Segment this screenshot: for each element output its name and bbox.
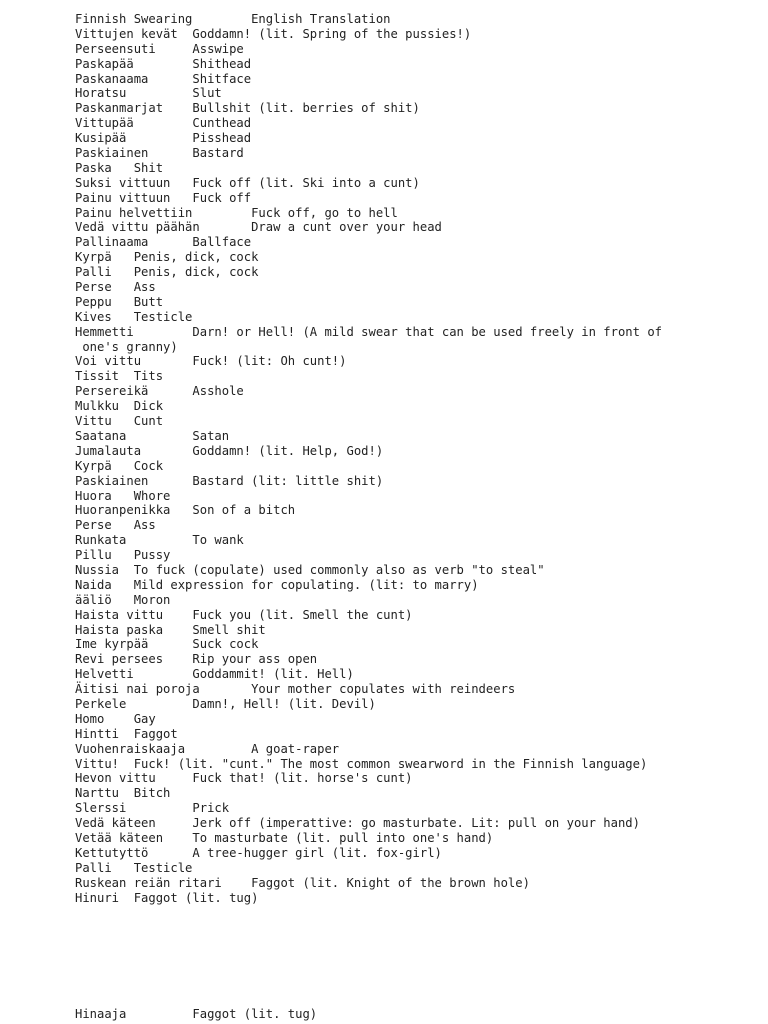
text-line: Palli Testicle [75,860,193,875]
text-line: Kives Testicle [75,309,193,324]
text-line: Finnish Swearing English Translation [75,12,391,26]
text-line: Peppu Butt [75,294,164,309]
text-line: Perseensuti Asswipe [75,41,244,56]
text-line: Pillu Pussy [75,548,171,563]
text-line: Hintti Faggot [75,726,178,741]
text-line: Persereikä Asshole [75,384,244,399]
text-line: Kyrpä Cock [75,458,164,473]
text-line: Vedä käteen Jerk off (imperattive: go masturbate. Lit: pull on your hand) [75,816,640,831]
text-line: Paskanmarjat Bullshit (lit. berries of shit) [75,101,420,116]
text-line: Paskanaama Shitface [75,71,252,86]
text-line: Pallinaama Ballface [75,235,252,250]
text-line: Painu vittuun Fuck off [75,190,252,205]
text-line: Huora Whore [75,488,171,503]
text-line: Vuohenraiskaaja A goat-raper [75,741,340,756]
text-line: one's granny) [75,339,178,354]
text-line: Paska Shit [75,160,164,175]
text-line: Vittujen kevät Goddamn! (lit. Spring of the pussies!) [75,26,472,41]
text-line: Äitisi nai poroja Your mother copulates with reindeers [75,682,516,697]
text-line: ääliö Moron [75,592,171,607]
swearword-list [75,12,755,905]
text-line: Perse Ass [75,280,156,295]
text-line: Tissit Tits [75,369,164,384]
text-line: Horatsu Slut [75,86,222,101]
text-line: Haista paska Smell shit [75,622,266,637]
text-line: Jumalauta Goddamn! (lit. Help, God!) [75,443,384,458]
text-line: Vetää käteen To masturbate (lit. pull into one's hand) [75,830,494,845]
text-line: Nussia To fuck (copulate) used commonly also as verb "to steal" [75,562,545,577]
text-line: Paskapää Shithead [75,56,252,71]
text-line: Haista vittu Fuck you (lit. Smell the cunt) [75,607,413,622]
text-line: Kusipää Pisshead [75,131,252,146]
text-line: Vedä vittu päähän Draw a cunt over your head [75,220,442,235]
text-line: Helvetti Goddammit! (lit. Hell) [75,667,354,682]
text-line: Ruskean reiän ritari Faggot (lit. Knight of the brown hole) [75,875,530,890]
text-line: Hemmetti Darn! or Hell! (A mild swear that can be used freely in front of [75,324,662,339]
text-line: Painu helvettiin Fuck off, go to hell [75,205,398,220]
text-line: Vittu! Fuck! (lit. "cunt." The most common swearword in the Finnish language) [75,756,648,771]
text-line: Hevon vittu Fuck that! (lit. horse's cunt) [75,771,413,786]
text-line: Hinuri Faggot (lit. tug) [75,890,259,905]
text-line: Ime kyrpää Suck cock [75,637,259,652]
text-line: Palli Penis, dick, cock [75,265,259,280]
text-line: Naida Mild expression for copulating. (lit: to marry) [75,577,479,592]
text-line: Homo Gay [75,711,156,726]
text-line: Voi vittu Fuck! (lit: Oh cunt!) [75,354,347,369]
text-line: Kettutyttö A tree-hugger girl (lit. fox-girl) [75,845,442,860]
text-line: Runkata To wank [75,533,244,548]
text-line: Narttu Bitch [75,786,171,801]
text-line: Suksi vittuun Fuck off (lit. Ski into a cunt) [75,175,420,190]
text-line: Paskiainen Bastard (lit: little shit) [75,473,384,488]
text-line: Perse Ass [75,518,156,533]
text-line: Perkele Damn!, Hell! (lit. Devil) [75,696,376,711]
text-line: Kyrpä Penis, dick, cock [75,250,259,265]
text-line: Vittupää Cunthead [75,116,252,131]
last-entry-line: Hinaaja Faggot (lit. tug) [75,1007,318,1021]
text-line: Slerssi Prick [75,801,230,816]
text-line: Vittu Cunt [75,414,164,429]
text-line: Saatana Satan [75,428,230,443]
text-line: Revi persees Rip your ass open [75,652,318,667]
text-line: Huoranpenikka Son of a bitch [75,503,296,518]
text-line: Paskiainen Bastard [75,146,244,161]
text-line: Mulkku Dick [75,399,164,414]
